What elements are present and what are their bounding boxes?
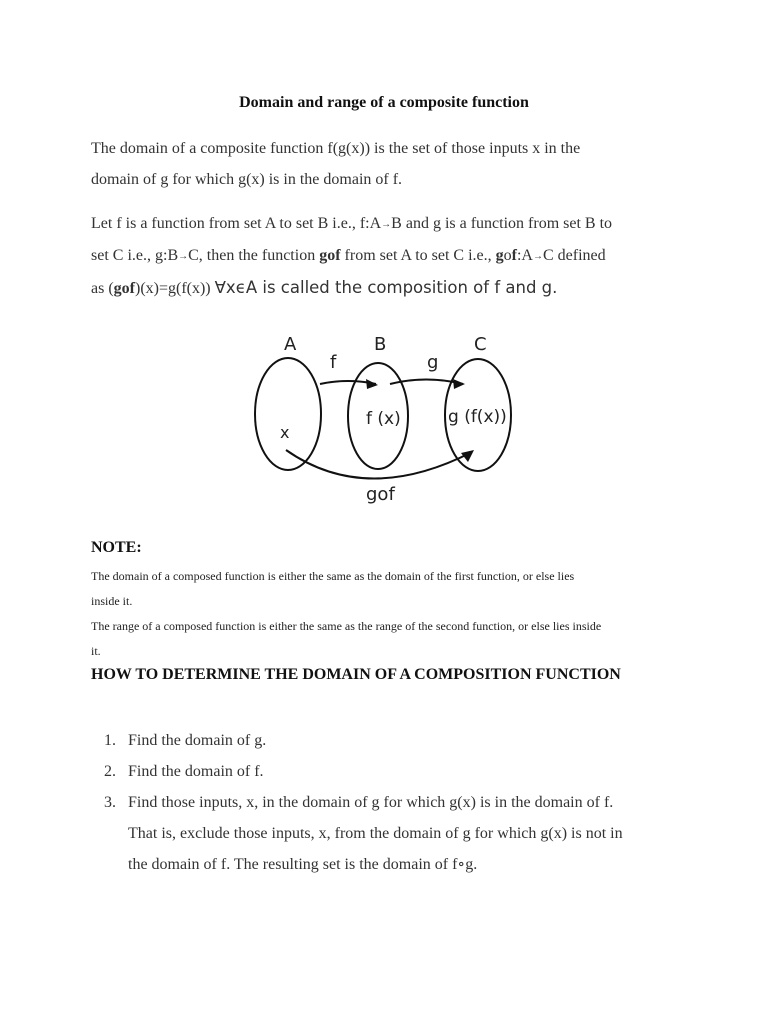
- note-heading: NOTE:: [91, 539, 142, 556]
- intro-line-1: The domain of a composite function f(g(x)) is the set of those inputs x in the: [91, 140, 581, 157]
- note-domain: [91, 564, 691, 614]
- page-title: Domain and range of a composite function: [239, 94, 529, 111]
- note-range: [91, 614, 691, 664]
- steps-list: [91, 725, 691, 880]
- note-line: inside it.: [91, 594, 133, 608]
- howto-heading: HOW TO DETERMINE THE DOMAIN OF A COMPOSITION FUNCTION: [91, 666, 621, 683]
- step-text: Find the domain of g.: [128, 732, 267, 749]
- element-x-label: x: [280, 423, 290, 442]
- note-line: it.: [91, 644, 101, 658]
- set-c-label: C: [474, 334, 487, 355]
- arrow-icon: →: [532, 251, 543, 262]
- step-text: the domain of f. The resulting set is the domain of f∘g.: [128, 856, 478, 873]
- note-line: The domain of a composed function is either the same as the domain of the first function, or else lies: [91, 569, 575, 583]
- composition-line-2: [91, 240, 691, 272]
- text-run: B and g is a function from set B to: [391, 215, 613, 232]
- list-number: 1.: [104, 732, 116, 749]
- text-run: o: [503, 247, 512, 264]
- set-a-ellipse: [255, 358, 321, 470]
- note-line: The range of a composed function is either the same as the range of the second function, or else lies inside: [91, 619, 602, 633]
- text-run: from set A to set C i.e.,: [340, 247, 496, 264]
- element-fx-label: f (x): [366, 409, 401, 429]
- arrow-gof-line: [286, 450, 472, 479]
- map-g-label: g: [427, 352, 439, 373]
- gof-bold: gof: [113, 280, 135, 297]
- intro-line-2: domain of g for which g(x) is in the domain of f.: [91, 171, 403, 188]
- text-run: set C i.e., g:B: [91, 247, 179, 264]
- text-run: as (: [91, 280, 114, 297]
- step-text: That is, exclude those inputs, x, from the domain of g for which g(x) is not in: [128, 825, 623, 842]
- step-text: Find the domain of f.: [128, 763, 264, 780]
- list-item: [91, 725, 691, 756]
- arrow-f-head: [366, 379, 378, 389]
- text-run: Let f is a function from set A to set B i.e., f:A: [91, 215, 382, 232]
- arrow-g-head: [453, 379, 465, 389]
- composition-diagram: [248, 328, 520, 508]
- map-gof-label: gof: [366, 484, 395, 505]
- intro-paragraph: [91, 133, 691, 195]
- set-a-label: A: [284, 334, 297, 355]
- composition-line-3: [91, 272, 691, 304]
- composition-paragraph: [91, 208, 691, 304]
- step-text: Find those inputs, x, in the domain of g for which g(x) is in the domain of f.: [128, 794, 614, 811]
- list-number: 2.: [104, 763, 116, 780]
- composition-definition: ∀xϵA is called the composition of f and g.: [214, 278, 558, 297]
- map-f-label: f: [330, 352, 337, 373]
- set-b-label: B: [374, 334, 387, 355]
- composition-line-1: [91, 208, 691, 240]
- f-bold: f: [511, 247, 517, 264]
- text-run: )(x)=g(f(x)): [134, 280, 215, 297]
- arrow-icon: →: [178, 251, 189, 262]
- text-run: C defined: [542, 247, 606, 264]
- list-item: [91, 756, 691, 787]
- text-run: :A: [516, 247, 533, 264]
- arrow-icon: →: [381, 219, 392, 230]
- g-bold: g: [495, 247, 504, 264]
- element-gfx-label: g (f(x)): [448, 407, 507, 427]
- list-item: [91, 787, 691, 880]
- gof-bold: gof: [319, 247, 341, 264]
- list-number: 3.: [104, 794, 116, 811]
- text-run: C, then the function: [188, 247, 320, 264]
